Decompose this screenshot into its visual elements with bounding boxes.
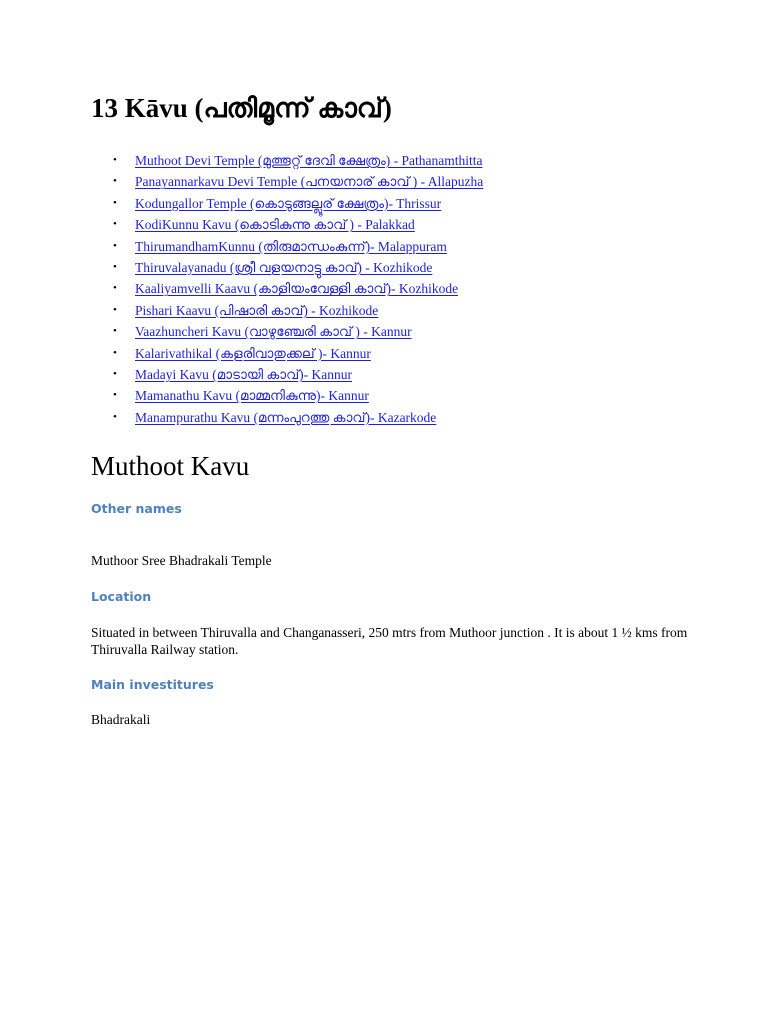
bullet-icon: •: [113, 260, 117, 273]
temple-link[interactable]: Pishari Kaavu (പിഷാരി കാവ്) - Kozhikode: [135, 302, 379, 318]
temple-link[interactable]: Mamanathu Kavu (മാമ്മനികുന്നു)- Kannur: [135, 388, 369, 404]
temple-link[interactable]: ThirumandhamKunnu (തിരുമാന്ധംകുന്ന്)- Malappuram: [135, 238, 447, 254]
temple-link[interactable]: Muthoot Devi Temple (മുത്തൂറ്റ് ദേവി ക്ഷേത്രം) - Pathanamthitta: [135, 153, 483, 168]
bullet-icon: •: [113, 367, 117, 380]
temple-link[interactable]: Manampurathu Kavu (മന്നംപുറത്തു കാവ്)- Kazarkode: [135, 409, 437, 425]
bullet-icon: •: [113, 346, 117, 359]
section-title: Muthoot Kavu: [91, 451, 250, 481]
investitures-value: Bhadrakali: [91, 712, 151, 727]
temple-link[interactable]: Vaazhuncheri Kavu (വാഴുഞ്ചേരി കാവ് ) - Kannur: [135, 324, 412, 340]
other-names-label: Other names: [91, 501, 182, 516]
bullet-icon: •: [113, 175, 117, 188]
list-item: [91, 407, 731, 428]
list-item: [91, 214, 731, 235]
temple-link[interactable]: Kalarivathikal (കളരിവാതുക്കല് )- Kannur: [135, 345, 371, 361]
bullet-icon: •: [113, 389, 117, 402]
list-item: [91, 236, 731, 257]
list-item: [91, 385, 731, 406]
list-item: [91, 321, 731, 342]
temple-list: [91, 150, 731, 428]
list-item: [91, 171, 731, 192]
bullet-icon: •: [113, 239, 117, 252]
list-item: [91, 150, 731, 171]
temple-link[interactable]: Thiruvalayanadu (ശ്രീ വളയനാട്ടു കാവ്) - Kozhikode: [135, 259, 433, 275]
bullet-icon: •: [113, 282, 117, 295]
bullet-icon: •: [113, 218, 117, 231]
temple-link[interactable]: KodiKunnu Kavu (കൊടികുന്നു കാവ് ) - Palakkad: [135, 217, 415, 233]
bullet-icon: •: [113, 196, 117, 209]
page-title: 13 Kāvu (പതിമൂന്ന് കാവ്): [91, 93, 392, 123]
temple-link[interactable]: Kaaliyamvelli Kaavu (കാളിയംവേള്ളി കാവ്)- Kozhikode: [135, 281, 459, 297]
location-value: Situated in between Thiruvalla and Changanasseri, 250 mtrs from Muthoor junction . It is about 1 ½ kms from Thiruvalla Railway station.: [91, 625, 688, 657]
bullet-icon: •: [113, 325, 117, 338]
list-item: [91, 257, 731, 278]
other-names-value: Muthoor Sree Bhadrakali Temple: [91, 553, 272, 568]
bullet-icon: •: [113, 410, 117, 423]
list-item: [91, 364, 731, 385]
list-item: [91, 343, 731, 364]
investitures-label: Main investitures: [91, 677, 214, 692]
list-item: [91, 278, 731, 299]
bullet-icon: •: [113, 154, 117, 166]
location-label: Location: [91, 589, 152, 604]
temple-link[interactable]: Kodungallor Temple (കൊടുങ്ങല്ലൂര് ക്ഷേത്രം)- Thrissur: [135, 195, 442, 211]
temple-link[interactable]: Madayi Kavu (മാടായി കാവ്)- Kannur: [135, 366, 353, 382]
temple-link[interactable]: Panayannarkavu Devi Temple (പനയനാര് കാവ് ) - Allapuzha: [135, 174, 484, 190]
bullet-icon: •: [113, 303, 117, 316]
list-item: [91, 193, 731, 214]
list-item: [91, 300, 731, 321]
